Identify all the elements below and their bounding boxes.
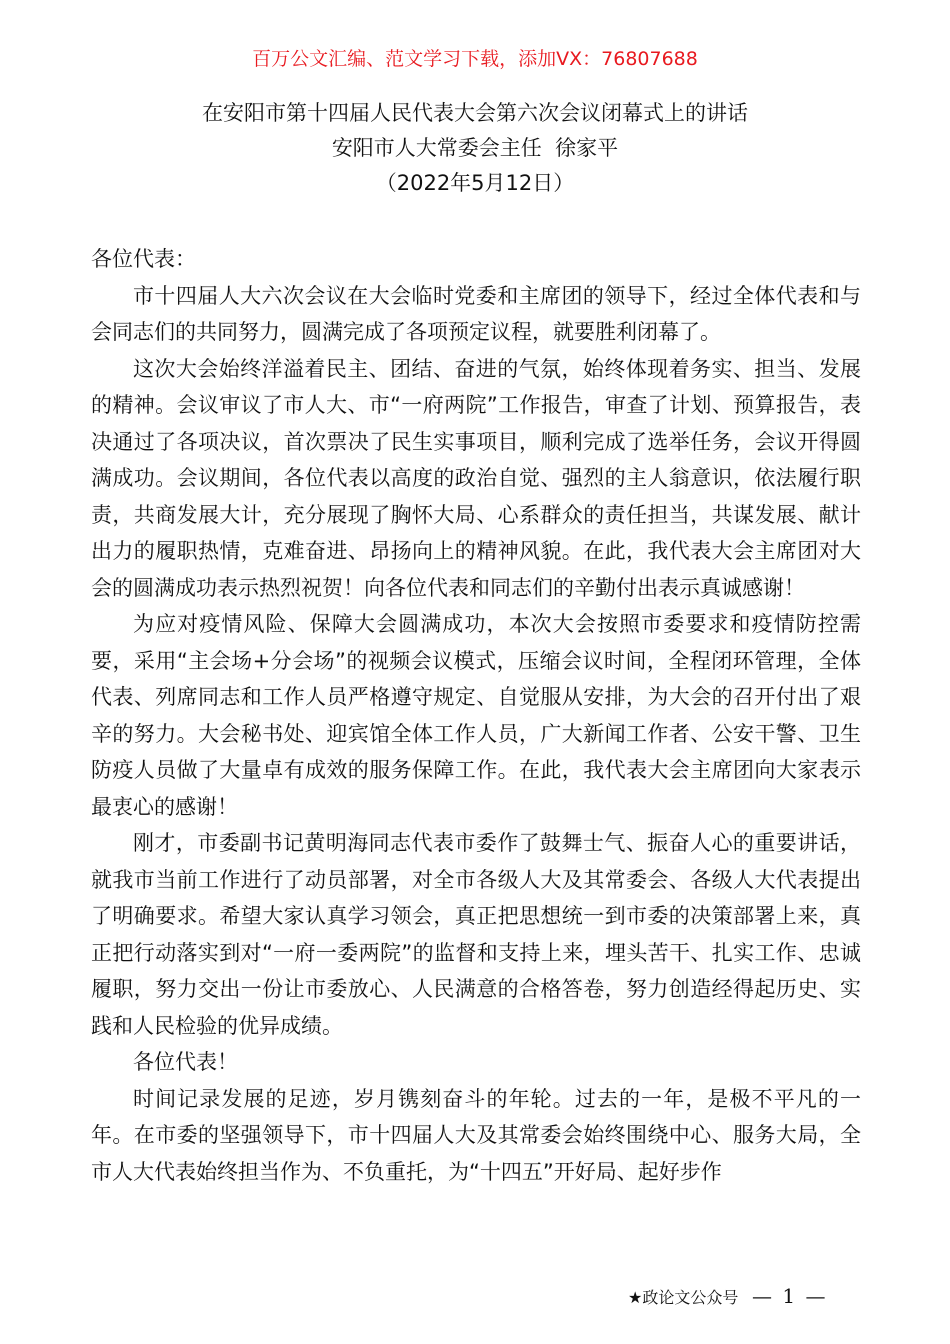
promo-banner: 百万公文汇编、范文学习下载，添加VX：76807688 xyxy=(252,48,698,70)
paragraph: 为应对疫情风险、保障大会圆满成功，本次大会按照市委要求和疫情防控需要，采用“主会场+分会场”的视频会议模式，压缩会议时间，全程闭环管理，全体代表、列席同志和工作人员严格遵守规定、自觉服从安排，为大会的召开付出了艰辛的努力。大会秘书处、迎宾馆全体工作人员，广大新闻工作者、公安干警、卫生防疫人员做了大量卓有成效的服务保障工作。在此，我代表大会主席团向大家表示最衷心的感谢！ xyxy=(91,612,861,819)
paragraph: 时间记录发展的足迹，岁月镌刻奋斗的年轮。过去的一年，是极不平凡的一年。在市委的坚强领导下，市十四届人大及其常委会始终围绕中心、服务大局，全市人大代表始终担当作为、不负重托，为“十四五”开好局、起好步作 xyxy=(91,1086,861,1184)
paragraph: 市十四届人大六次会议在大会临时党委和主席团的领导下，经过全体代表和与会同志们的共同努力，圆满完成了各项预定议程，就要胜利闭幕了。 xyxy=(91,283,861,344)
title-block xyxy=(0,96,950,201)
page-footer xyxy=(0,1283,950,1313)
speaker-line: 安阳市人大常委会主任 徐家平 xyxy=(331,136,619,160)
paragraph: 各位代表！ xyxy=(133,1050,238,1074)
paragraph: 这次大会始终洋溢着民主、团结、奋进的气氛，始终体现着务实、担当、发展的精神。会议审议了市人大、市“一府两院”工作报告，审查了计划、预算报告，表决通过了各项决议，首次票决了民生实事项目，顺利完成了选举任务，会议开得圆满成功。会议期间，各位代表以高度的政治自觉、强烈的主人翁意识，依法履行职责，共商发展大计，充分展现了胸怀大局、心系群众的责任担当，共谋发展、献计出力的履职热情，克难奋进、昂扬向上的精神风貌。在此，我代表大会主席团对大会的圆满成功表示热烈祝贺！向各位代表和同志们的辛勤付出表示真诚感谢！ xyxy=(91,356,861,600)
speech-date: （2022年5月12日） xyxy=(375,171,575,195)
speech-body xyxy=(91,241,861,1190)
speech-title: 在安阳市第十四届人民代表大会第六次会议闭幕式上的讲话 xyxy=(202,101,748,125)
paragraph: 刚才，市委副书记黄明海同志代表市委作了鼓舞士气、振奋人心的重要讲话，就我市当前工作进行了动员部署，对全市各级人大及其常委会、各级人大代表提出了明确要求。希望大家认真学习领会，真正把思想统一到市委的决策部署上来，真正把行动落实到对“一府一委两院”的监督和支持上来，埋头苦干、扎实工作、忠诚履职，努力交出一份让市委放心、人民满意的合格答卷，努力创造经得起历史、实践和人民检验的优异成绩。 xyxy=(91,831,861,1038)
footer-source: ★政论文公众号 xyxy=(628,1288,739,1307)
salutation: 各位代表： xyxy=(91,247,196,271)
page-number: — 1 — xyxy=(752,1284,828,1308)
